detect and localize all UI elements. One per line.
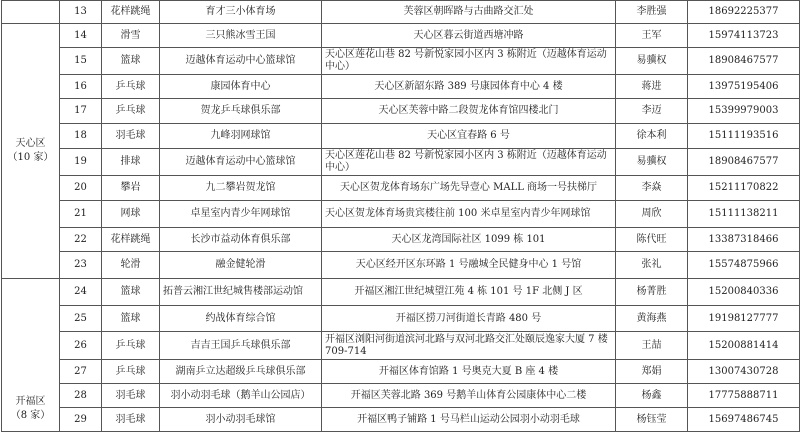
row-number: 28 <box>60 384 102 408</box>
phone-cell: 15574875966 <box>688 252 800 279</box>
venue-cell: 迈越体育运动中心篮球馆 <box>160 48 322 75</box>
address-cell: 天心区芙蓉中路二段贺龙体育馆四楼北门 <box>322 99 616 124</box>
district-cell-tianxin <box>2 24 60 279</box>
district-cell-kaifu <box>2 279 60 432</box>
address-cell: 开福区体育馆路 1 号奥克大夏 B 座 4 楼 <box>322 360 616 384</box>
table-row <box>2 99 800 124</box>
sport-cell: 羽毛球 <box>102 408 160 432</box>
address-cell: 开福区浏阳河街道滨河北路与双河北路交汇处颐辰逸家大厦 7 楼 709-714 <box>322 332 616 360</box>
table-row <box>2 252 800 279</box>
contact-cell: 蒋进 <box>616 75 688 99</box>
row-number: 13 <box>60 1 102 24</box>
phone-cell: 18692225377 <box>688 1 800 24</box>
venue-cell: 约战体育综合馆 <box>160 306 322 332</box>
venue-cell: 融金健轮滑 <box>160 252 322 279</box>
contact-cell: 易骥权 <box>616 149 688 176</box>
address-cell: 天心区龙湾国际社区 1099 栋 101 <box>322 228 616 252</box>
row-number: 26 <box>60 332 102 360</box>
row-number: 29 <box>60 408 102 432</box>
venue-cell: 羽小动羽毛球（鹅羊山公园店） <box>160 384 322 408</box>
sport-cell: 乒乓球 <box>102 75 160 99</box>
table-row <box>2 1 800 24</box>
sport-cell: 轮滑 <box>102 252 160 279</box>
table-row <box>2 408 800 432</box>
sport-cell: 花样跳绳 <box>102 1 160 24</box>
address-cell: 开福区鸭子铺路 1 号马栏山运动公园羽小动羽毛球 <box>322 408 616 432</box>
contact-cell: 王军 <box>616 24 688 48</box>
phone-cell: 15697486745 <box>688 408 800 432</box>
venue-cell: 贺龙乒乓球俱乐部 <box>160 99 322 124</box>
address-cell: 天心区暮云街道西塘冲路 <box>322 24 616 48</box>
sport-cell: 乒乓球 <box>102 332 160 360</box>
contact-cell: 杨菁胜 <box>616 279 688 306</box>
venue-cell: 卓星室内青少年网球馆 <box>160 201 322 228</box>
sport-cell: 网球 <box>102 201 160 228</box>
venue-cell: 三只熊冰雪王国 <box>160 24 322 48</box>
phone-cell: 15974113723 <box>688 24 800 48</box>
sport-cell: 滑雪 <box>102 24 160 48</box>
address-cell: 天心区宜春路 6 号 <box>322 124 616 149</box>
row-number: 25 <box>60 306 102 332</box>
table-row <box>2 360 800 384</box>
contact-cell: 易骥权 <box>616 48 688 75</box>
venue-cell: 康园体育中心 <box>160 75 322 99</box>
phone-cell: 13975195406 <box>688 75 800 99</box>
row-number: 27 <box>60 360 102 384</box>
district-count: （8 家） <box>10 410 51 421</box>
table-row <box>2 48 800 75</box>
phone-cell: 15200881414 <box>688 332 800 360</box>
address-cell: 开福区湘江世纪城望江苑 4 栋 101 号 1F 北侧 J 区 <box>322 279 616 306</box>
contact-cell: 徐本利 <box>616 124 688 149</box>
sport-cell: 篮球 <box>102 279 160 306</box>
contact-cell: 张礼 <box>616 252 688 279</box>
contact-cell: 杨鑫 <box>616 384 688 408</box>
contact-cell: 陈代旺 <box>616 228 688 252</box>
contact-cell: 杨钰莹 <box>616 408 688 432</box>
district-name: 天心区 <box>15 138 46 149</box>
phone-cell: 15200840336 <box>688 279 800 306</box>
phone-cell: 18908467577 <box>688 149 800 176</box>
table-row <box>2 306 800 332</box>
address-cell: 天心区新韶东路 389 号康园体育中心 4 楼 <box>322 75 616 99</box>
row-number: 23 <box>60 252 102 279</box>
row-number: 18 <box>60 124 102 149</box>
venue-table <box>1 0 800 432</box>
contact-cell: 黄海燕 <box>616 306 688 332</box>
phone-cell: 15111193516 <box>688 124 800 149</box>
sport-cell: 篮球 <box>102 48 160 75</box>
address-cell: 开福区捞刀河街道长青路 480 号 <box>322 306 616 332</box>
table-row <box>2 149 800 176</box>
venue-cell: 拓普云湘江世纪城售楼部运动馆 <box>160 279 322 306</box>
row-number: 15 <box>60 48 102 75</box>
address-cell: 天心区贺龙体育场东广场先导壹心 MALL 商场一号扶梯厅 <box>322 176 616 201</box>
venue-cell: 长沙市益动体育俱乐部 <box>160 228 322 252</box>
address-cell: 芙蓉区朝晖路与古曲路交汇处 <box>322 1 616 24</box>
district-cell <box>2 1 60 24</box>
row-number: 17 <box>60 99 102 124</box>
row-number: 14 <box>60 24 102 48</box>
venue-cell: 迈越体育运动中心篮球馆 <box>160 149 322 176</box>
venue-cell: 吉吉王国乒乓球俱乐部 <box>160 332 322 360</box>
row-number: 20 <box>60 176 102 201</box>
table-row <box>2 201 800 228</box>
table-row <box>2 176 800 201</box>
address-cell: 天心区莲花山巷 82 号新悦家园小区内 3 栋附近（迈越体育运动中心） <box>322 48 616 75</box>
venue-cell: 九二攀岩贺龙馆 <box>160 176 322 201</box>
table-row <box>2 24 800 48</box>
phone-cell: 18908467577 <box>688 48 800 75</box>
sport-cell: 羽毛球 <box>102 384 160 408</box>
address-cell: 天心区莲花山巷 82 号新悦家园小区内 3 栋附近（迈越体育运动中心） <box>322 149 616 176</box>
sport-cell: 乒乓球 <box>102 360 160 384</box>
sport-cell: 乒乓球 <box>102 99 160 124</box>
address-cell: 天心区经开区东环路 1 号融城全民健身中心 1 号馆 <box>322 252 616 279</box>
address-cell: 开福区芙蓉北路 369 号鹅羊山体育公园康体中心二楼 <box>322 384 616 408</box>
contact-cell: 李焱 <box>616 176 688 201</box>
sport-cell: 花样跳绳 <box>102 228 160 252</box>
venue-cell: 九峰羽网球馆 <box>160 124 322 149</box>
table-row <box>2 279 800 306</box>
venue-cell: 羽小动羽毛球馆 <box>160 408 322 432</box>
contact-cell: 王喆 <box>616 332 688 360</box>
table-row <box>2 332 800 360</box>
phone-cell: 15399979003 <box>688 99 800 124</box>
row-number: 24 <box>60 279 102 306</box>
district-name: 开福区 <box>15 396 46 407</box>
contact-cell: 周欣 <box>616 201 688 228</box>
table-row <box>2 228 800 252</box>
table-row <box>2 75 800 99</box>
sport-cell: 排球 <box>102 149 160 176</box>
sport-cell: 篮球 <box>102 306 160 332</box>
venue-cell: 育才三小体育场 <box>160 1 322 24</box>
phone-cell: 15111138211 <box>688 201 800 228</box>
contact-cell: 郑娟 <box>616 360 688 384</box>
row-number: 16 <box>60 75 102 99</box>
table-row <box>2 124 800 149</box>
contact-cell: 李迈 <box>616 99 688 124</box>
district-count: （10 家） <box>7 152 54 163</box>
address-cell: 天心区贺龙体育场贵宾楼往前 100 米卓星室内青少年网球馆 <box>322 201 616 228</box>
row-number: 22 <box>60 228 102 252</box>
phone-cell: 13007430728 <box>688 360 800 384</box>
sport-cell: 羽毛球 <box>102 124 160 149</box>
phone-cell: 15211170822 <box>688 176 800 201</box>
row-number: 19 <box>60 149 102 176</box>
row-number: 21 <box>60 201 102 228</box>
venue-cell: 湖南乒立达超级乒乓球俱乐部 <box>160 360 322 384</box>
phone-cell: 13387318466 <box>688 228 800 252</box>
phone-cell: 19198127777 <box>688 306 800 332</box>
sport-cell: 攀岩 <box>102 176 160 201</box>
phone-cell: 17775888711 <box>688 384 800 408</box>
table-row <box>2 384 800 408</box>
contact-cell: 李胜强 <box>616 1 688 24</box>
